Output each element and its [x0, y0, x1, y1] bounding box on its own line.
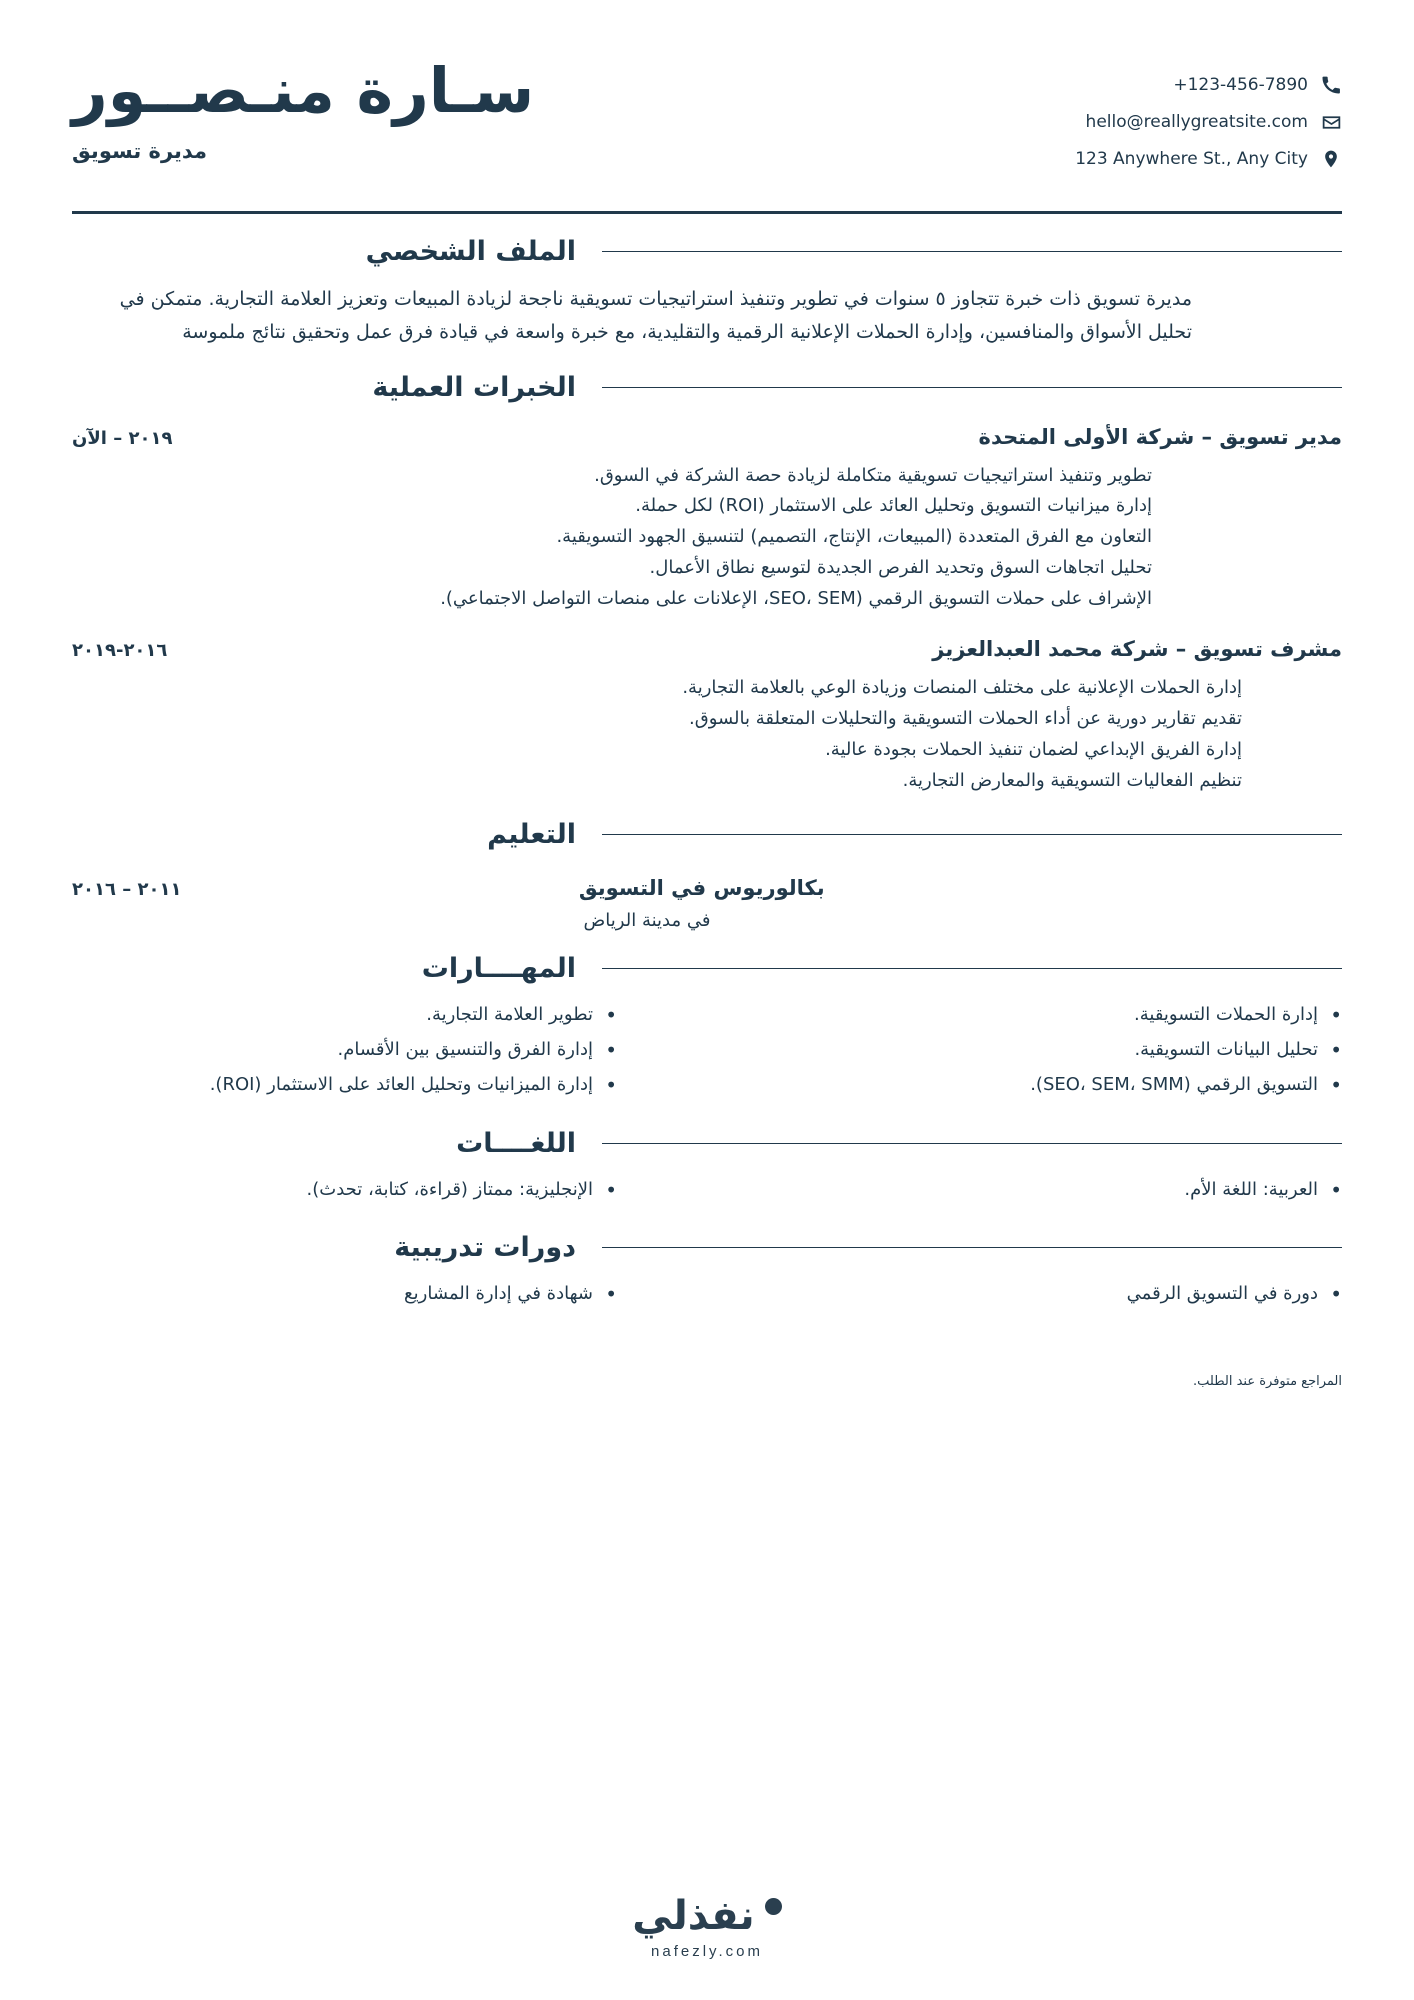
list-item: • تطوير العلامة التجارية. [72, 1000, 617, 1029]
list-item: • شهادة في إدارة المشاريع [72, 1279, 617, 1308]
experience-line: الإشراف على حملات التسويق الرقمي (SEO، SEM، الإعلانات على منصات التواصل الاجتماعي). [440, 588, 1152, 610]
section-skills [72, 953, 1342, 1105]
experience-line: إدارة الحملات الإعلانية على مختلف المنصات وزيادة الوعي بالعلامة التجارية. [682, 677, 1242, 699]
section-experience-header [72, 372, 1342, 403]
experience-item-header [72, 637, 1342, 661]
footer-watermark [0, 1893, 1414, 1960]
experience-item-date: ٢٠١٦-٢٠١٩ [72, 640, 168, 662]
list-item: • إدارة الميزانيات وتحليل العائد على الاستثمار (ROI). [72, 1070, 617, 1099]
experience-line: تنظيم الفعاليات التسويقية والمعارض التجارية. [902, 770, 1242, 792]
watermark-logo-text: نفذلي [632, 1893, 755, 1939]
section-rule [602, 1143, 1342, 1144]
experience-line: التعاون مع الفرق المتعددة (المبيعات، الإنتاج، التصميم) لتنسيق الجهود التسويقية. [556, 526, 1152, 548]
list-item: • تحليل البيانات التسويقية. [707, 1035, 1342, 1064]
experience-item [72, 425, 1342, 616]
section-experience-title: الخبرات العملية [372, 371, 576, 403]
section-rule [602, 1247, 1342, 1248]
references-note: المراجع متوفرة عند الطلب. [1193, 1373, 1342, 1389]
section-rule [602, 968, 1342, 969]
section-rule [602, 834, 1342, 835]
section-education-header [72, 819, 1342, 850]
courses-columns [72, 1279, 1342, 1314]
skills-column-right [707, 1000, 1342, 1105]
experience-item-title: مدير تسويق – شركة الأولى المتحدة [978, 424, 1342, 449]
list-item: • التسويق الرقمي (SEO، SEM، SMM). [707, 1070, 1342, 1099]
skills-column-left [72, 1000, 707, 1105]
education-item [72, 876, 1342, 900]
experience-line: إدارة الفريق الإبداعي لضمان تنفيذ الحملات بجودة عالية. [825, 739, 1242, 761]
contact-phone [1012, 74, 1342, 96]
education-place: في مدينة الرياض [583, 910, 711, 932]
courses-column-left [72, 1279, 707, 1314]
section-languages-title: اللغــــات [456, 1127, 576, 1159]
experience-line: تقديم تقارير دورية عن أداء الحملات التسويقية والتحليلات المتعلقة بالسوق. [689, 708, 1242, 730]
section-courses [72, 1232, 1342, 1314]
section-profile-title: الملف الشخصي [365, 236, 576, 267]
section-education-title: التعليم [487, 819, 576, 851]
experience-item-body [72, 673, 1342, 797]
contact-address-text: 123 Anywhere St., Any City [1075, 149, 1308, 169]
list-item: • العربية: اللغة الأم. [707, 1175, 1342, 1204]
section-profile-header [72, 236, 1342, 267]
section-skills-header [72, 953, 1342, 984]
list-item: • إدارة الفرق والتنسيق بين الأقسام. [72, 1035, 617, 1064]
email-icon [1320, 111, 1342, 133]
watermark-logo [0, 1893, 1414, 1939]
contact-list [1012, 58, 1342, 185]
section-skills-title: المهــــارات [421, 953, 576, 985]
experience-item-body [72, 461, 1342, 616]
watermark-sub-text: nafezly.com [651, 1943, 763, 1960]
experience-line: إدارة ميزانيات التسويق وتحليل العائد على الاستثمار (ROI) لكل حملة. [635, 495, 1152, 517]
section-courses-title: دورات تدريبية [394, 1231, 576, 1263]
header-divider [72, 211, 1342, 214]
courses-column-right [707, 1279, 1342, 1314]
list-item: • دورة في التسويق الرقمي [707, 1279, 1342, 1308]
languages-columns [72, 1175, 1342, 1210]
phone-icon [1320, 74, 1342, 96]
resume-header [72, 0, 1342, 185]
experience-line: تطوير وتنفيذ استراتيجيات تسويقية متكاملة لزيادة حصة الشركة في السوق. [594, 464, 1152, 486]
experience-item-date: ٢٠١٩ – الآن [72, 427, 173, 449]
languages-column-right [707, 1175, 1342, 1210]
education-date: ٢٠١١ – ٢٠١٦ [72, 879, 182, 901]
section-languages [72, 1128, 1342, 1210]
section-rule [602, 251, 1342, 252]
section-rule [602, 387, 1342, 388]
experience-item-header [72, 425, 1342, 449]
section-education [72, 819, 1342, 931]
experience-item-title: مشرف تسويق – شركة محمد العبدالعزيز [932, 637, 1342, 662]
education-degree: بكالوريوس في التسويق [578, 876, 825, 901]
contact-email-text: hello@reallygreatsite.com [1085, 112, 1308, 132]
page-title: سـارة منـصــور [72, 54, 535, 127]
contact-email [1012, 111, 1342, 133]
section-courses-header [72, 1232, 1342, 1263]
section-experience [72, 372, 1342, 798]
list-item: • إدارة الحملات التسويقية. [707, 1000, 1342, 1029]
location-pin-icon [1320, 148, 1342, 170]
job-role-subtitle: مديرة تسويق [72, 139, 208, 164]
profile-summary-text: مديرة تسويق ذات خبرة تتجاوز ٥ سنوات في تطوير وتنفيذ استراتيجيات تسويقية ناجحة لزيادة المبيعات وتعزيز العلامة التجارية. متمكن في تحليل الأسواق والمنافسين، وإدارة الحملات الإعلانية الرقمية والتقليدية، مع خبرة واسعة في قيادة فرق عمل وتحقيق نتائج ملموسة [119, 288, 1192, 344]
name-block [72, 54, 1012, 164]
skills-columns [72, 1000, 1342, 1105]
watermark-dot-icon [765, 1898, 782, 1915]
contact-phone-text: +123-456-7890 [1173, 75, 1308, 95]
list-item: • الإنجليزية: ممتاز (قراءة، كتابة، تحدث). [72, 1175, 617, 1204]
contact-address [1012, 148, 1342, 170]
experience-line: تحليل اتجاهات السوق وتحديد الفرص الجديدة لتوسيع نطاق الأعمال. [649, 557, 1152, 579]
section-profile [72, 236, 1342, 350]
languages-column-left [72, 1175, 707, 1210]
experience-item [72, 637, 1342, 797]
section-languages-header [72, 1128, 1342, 1159]
